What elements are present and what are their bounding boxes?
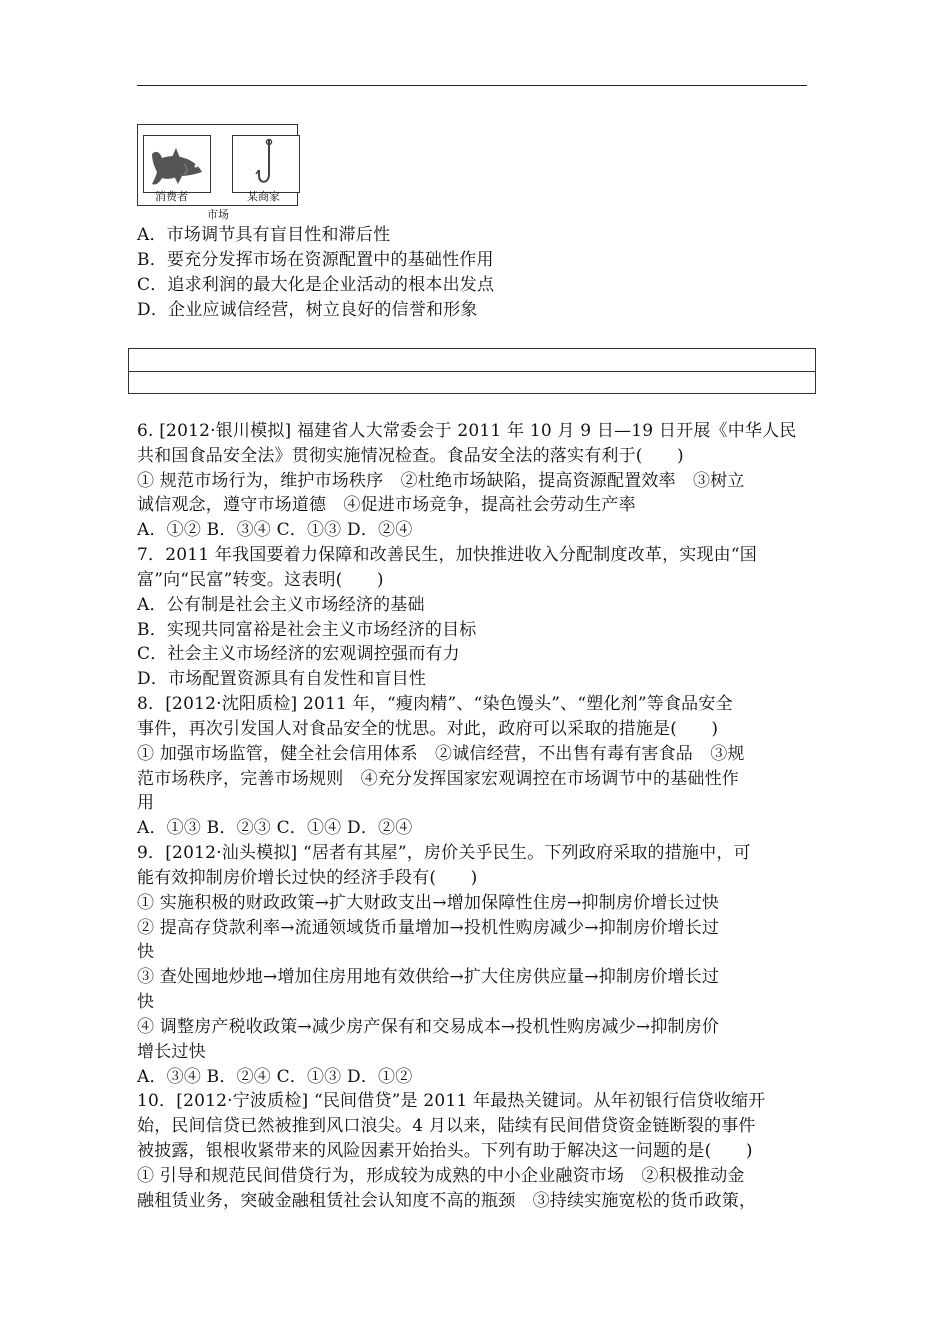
question-7-option-c: C．社会主义市场经济的宏观调控强而有力 [137, 644, 460, 664]
cartoon-figure [137, 124, 298, 206]
answer-table [128, 348, 816, 394]
consumer-panel [143, 135, 211, 193]
question-8-options: A．①③ B．②③ C．①④ D．②④ [137, 818, 413, 838]
header-rule [137, 85, 807, 86]
question-10-line-2: 始，民间信贷已然被推到风口浪尖。4 月以来，陆续有民间借贷资金链断裂的事件 [137, 1116, 756, 1136]
question-8-line-1: 8．[2012·沈阳质检] 2011 年，“瘦肉精”、“染色馒头”、“塑化剂”等食品安全 [137, 694, 733, 714]
question-9-item-3: ③ 查处囤地炒地→增加住房用地有效供给→扩大住房供应量→抑制房价增长过 [137, 967, 720, 987]
option-d: D．企业应诚信经营，树立良好的信誉和形象 [137, 300, 478, 320]
question-9-item-4-cont: 增长过快 [137, 1042, 206, 1062]
question-7-option-d: D．市场配置资源具有自发性和盲目性 [137, 669, 427, 689]
question-9-item-1: ① 实施积极的财政政策→扩大财政支出→增加保障性住房→抑制房价增长过快 [137, 893, 720, 913]
question-10-line-5: 融租赁业务，突破金融租赁社会认知度不高的瓶颈 ③持续实施宽松的货币政策， [137, 1191, 757, 1211]
question-10-line-4: ① 引导和规范民间借贷行为，形成较为成熟的中小企业融资市场 ②积极推动金 [137, 1166, 745, 1186]
question-8-line-3: ① 加强市场监管，健全社会信用体系 ②诚信经营，不出售有毒有害食品 ③规 [137, 744, 745, 764]
question-9-item-4: ④ 调整房产税收政策→减少房产保有和交易成本→投机性购房减少→抑制房价 [137, 1017, 720, 1037]
consumer-label: 消费者 [155, 190, 188, 203]
question-6-options: A．①② B．③④ C．①③ D．②④ [137, 520, 413, 540]
question-9-line-2: 能有效抑制房价增长过快的经济手段有( ) [137, 868, 478, 888]
question-6-line-1: 6. [2012·银川模拟] 福建省人大常委会于 2011 年 10 月 9 日—19 日开展《中华人民 [137, 421, 797, 441]
question-9-options: A．③④ B．②④ C．①③ D．①② [137, 1067, 413, 1087]
question-9-item-2: ② 提高存贷款利率→流通领域货币量增加→投机性购房减少→抑制房价增长过 [137, 918, 720, 938]
question-6-line-4: 诚信观念，遵守市场道德 ④促进市场竞争，提高社会劳动生产率 [137, 495, 636, 515]
question-8-line-4: 范市场秩序，完善市场规则 ④充分发挥国家宏观调控在市场调节中的基础性作 [137, 769, 739, 789]
question-10-line-3: 被披露，银根收紧带来的风险因素开始抬头。下列有助于解决这一问题的是( ) [137, 1141, 753, 1161]
question-7-line-2: 富”向“民富”转变。这表明( ) [137, 570, 384, 590]
question-8-line-5: 用 [137, 793, 155, 813]
question-6-line-2: 共和国食品安全法》贯彻实施情况检查。食品安全法的落实有利于( ) [137, 446, 684, 466]
question-9-line-1: 9．[2012·汕头模拟] “居者有其屋”，房价关乎民生。下列政府采取的措施中，可 [137, 843, 751, 863]
merchant-label: 某商家 [247, 190, 280, 203]
question-6-line-3: ① 规范市场行为，维护市场秩序 ②杜绝市场缺陷，提高资源配置效率 ③树立 [137, 471, 745, 491]
fish-icon [144, 136, 210, 192]
merchant-panel [232, 135, 300, 193]
question-7-option-a: A．公有制是社会主义市场经济的基础 [137, 595, 425, 615]
option-a: A．市场调节具有盲目性和滞后性 [137, 225, 391, 245]
question-8-line-2: 事件，再次引发国人对食品安全的忧思。对此，政府可以采取的措施是( ) [137, 719, 719, 739]
question-10-line-1: 10．[2012·宁波质检] “民间借贷”是 2011 年最热关键词。从年初银行信贷收缩开 [137, 1091, 766, 1111]
question-7-option-b: B．实现共同富裕是社会主义市场经济的目标 [137, 620, 477, 640]
answer-table-divider [129, 371, 815, 372]
option-c: C．追求利润的最大化是企业活动的根本出发点 [137, 275, 495, 295]
question-7-line-1: 7．2011 年我国要着力保障和改善民生，加快推进收入分配制度改革，实现由“国 [137, 545, 757, 565]
fishhook-icon [233, 136, 299, 192]
market-label: 市场 [207, 208, 229, 221]
option-b: B．要充分发挥市场在资源配置中的基础性作用 [137, 250, 494, 270]
question-9-item-3-cont: 快 [137, 992, 155, 1012]
question-9-item-2-cont: 快 [137, 942, 155, 962]
